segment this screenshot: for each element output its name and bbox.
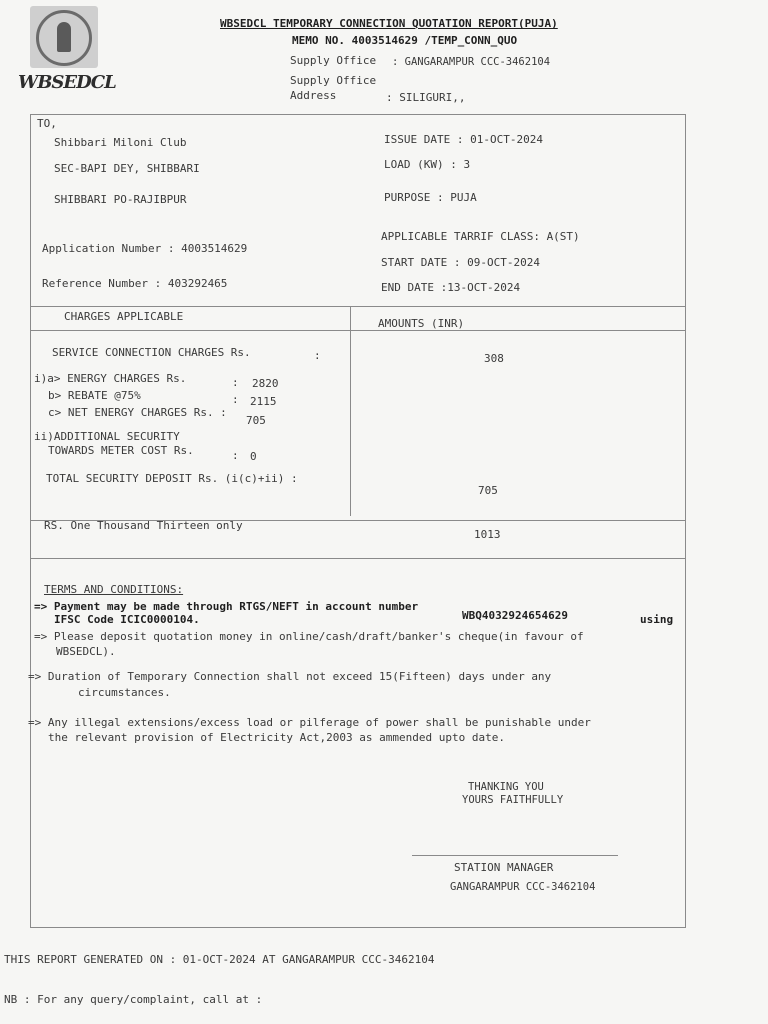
memo-number: MEMO NO. 4003514629 /TEMP_CONN_QUO — [292, 34, 518, 47]
end-date: END DATE :13-OCT-2024 — [381, 281, 521, 294]
amounts-header: AMOUNTS (INR) — [378, 317, 465, 330]
thanking-you: THANKING YOU — [468, 781, 544, 793]
signature-line — [412, 855, 618, 856]
load-kw: LOAD (KW) : 3 — [384, 158, 471, 171]
report-title: WBSEDCL TEMPORARY CONNECTION QUOTATION REPORT(PUJA) — [220, 17, 558, 30]
rebate-label: b> REBATE @75% — [48, 389, 141, 402]
total-security-amount: 705 — [478, 484, 498, 497]
term-3-line-2: circumstances. — [78, 686, 171, 699]
supply-office-address-label-2: Address — [290, 89, 337, 102]
purpose: PURPOSE : PUJA — [384, 191, 477, 204]
term-1-line-2: IFSC Code ICIC0000104. — [54, 613, 200, 626]
reference-number: Reference Number : 403292465 — [42, 277, 228, 290]
recipient-address-line-3: SHIBBARI PO-RAJIBPUR — [54, 193, 187, 206]
total-in-words: RS. One Thousand Thirteen only — [44, 519, 243, 532]
energy-charges-value: 2820 — [252, 377, 279, 390]
tariff-class: APPLICABLE TARRIF CLASS: A(ST) — [381, 230, 580, 243]
supply-office-address-label-1: Supply Office — [290, 74, 377, 87]
term-1-line-1: => Payment may be made through RTGS/NEFT in account number — [34, 600, 419, 613]
additional-security-label-1: ii)ADDITIONAL SECURITY — [34, 430, 180, 443]
net-energy-label: c> NET ENERGY CHARGES Rs. : — [48, 406, 227, 419]
supply-office-label: Supply Office — [290, 54, 377, 67]
rebate-colon: : — [232, 393, 239, 406]
additional-security-label-2: TOWARDS METER COST Rs. — [48, 444, 194, 457]
term-3-line-1: => Duration of Temporary Connection shall not exceed 15(Fifteen) days under any — [28, 670, 552, 683]
terms-heading: TERMS AND CONDITIONS: — [44, 583, 184, 596]
service-connection-amount: 308 — [484, 352, 504, 365]
rebate-value: 2115 — [250, 395, 277, 408]
logo-text: WBSEDCL — [18, 72, 116, 93]
term-2-line-1: => Please deposit quotation money in online/cash/draft/banker's cheque(in favour of — [34, 630, 584, 643]
energy-charges-colon: : — [232, 376, 239, 389]
divider-charges-top — [30, 306, 686, 307]
recipient-address-line-2: SEC-BAPI DEY, SHIBBARI — [54, 162, 200, 175]
term-1-account: WBQ4032924654629 — [462, 609, 568, 622]
divider-total-bottom — [30, 558, 686, 559]
report-generated: THIS REPORT GENERATED ON : 01-OCT-2024 AT GANGARAMPUR CCC-3462104 — [4, 953, 435, 966]
total-amount: 1013 — [474, 528, 501, 541]
start-date: START DATE : 09-OCT-2024 — [381, 256, 540, 269]
service-connection-colon: : — [314, 349, 321, 362]
application-number: Application Number : 4003514629 — [42, 242, 248, 255]
supply-office-address-value: : SILIGURI,, — [386, 91, 466, 104]
charges-header: CHARGES APPLICABLE — [64, 310, 184, 323]
energy-charges-label: i)a> ENERGY CHARGES Rs. — [34, 372, 187, 385]
term-1-using: using — [640, 613, 674, 626]
supply-office-value: : GANGARAMPUR CCC-3462104 — [392, 56, 551, 68]
nb-query: NB : For any query/complaint, call at : — [4, 993, 263, 1006]
station-office: GANGARAMPUR CCC-3462104 — [450, 881, 596, 893]
service-connection-label: SERVICE CONNECTION CHARGES Rs. — [52, 346, 251, 359]
net-energy-value: 705 — [246, 414, 266, 427]
logo-bulb-icon — [57, 22, 71, 52]
divider-charges-header — [30, 330, 686, 331]
divider-charges-column — [350, 306, 351, 516]
recipient-name: Shibbari Miloni Club — [54, 136, 187, 149]
additional-security-colon: : — [232, 449, 239, 462]
additional-security-value: 0 — [250, 450, 257, 463]
term-4-line-2: the relevant provision of Electricity Act,2003 as ammended upto date. — [48, 731, 505, 744]
term-2-line-2: WBSEDCL). — [56, 645, 116, 658]
station-manager: STATION MANAGER — [454, 861, 554, 874]
to-label: TO, — [37, 117, 57, 130]
wbsedcl-logo — [18, 6, 116, 98]
term-4-line-1: => Any illegal extensions/excess load or pilferage of power shall be punishable under — [28, 716, 591, 729]
total-security-label: TOTAL SECURITY DEPOSIT Rs. (i(c)+ii) : — [46, 472, 298, 485]
yours-faithfully: YOURS FAITHFULLY — [462, 794, 564, 806]
issue-date: ISSUE DATE : 01-OCT-2024 — [384, 133, 543, 146]
